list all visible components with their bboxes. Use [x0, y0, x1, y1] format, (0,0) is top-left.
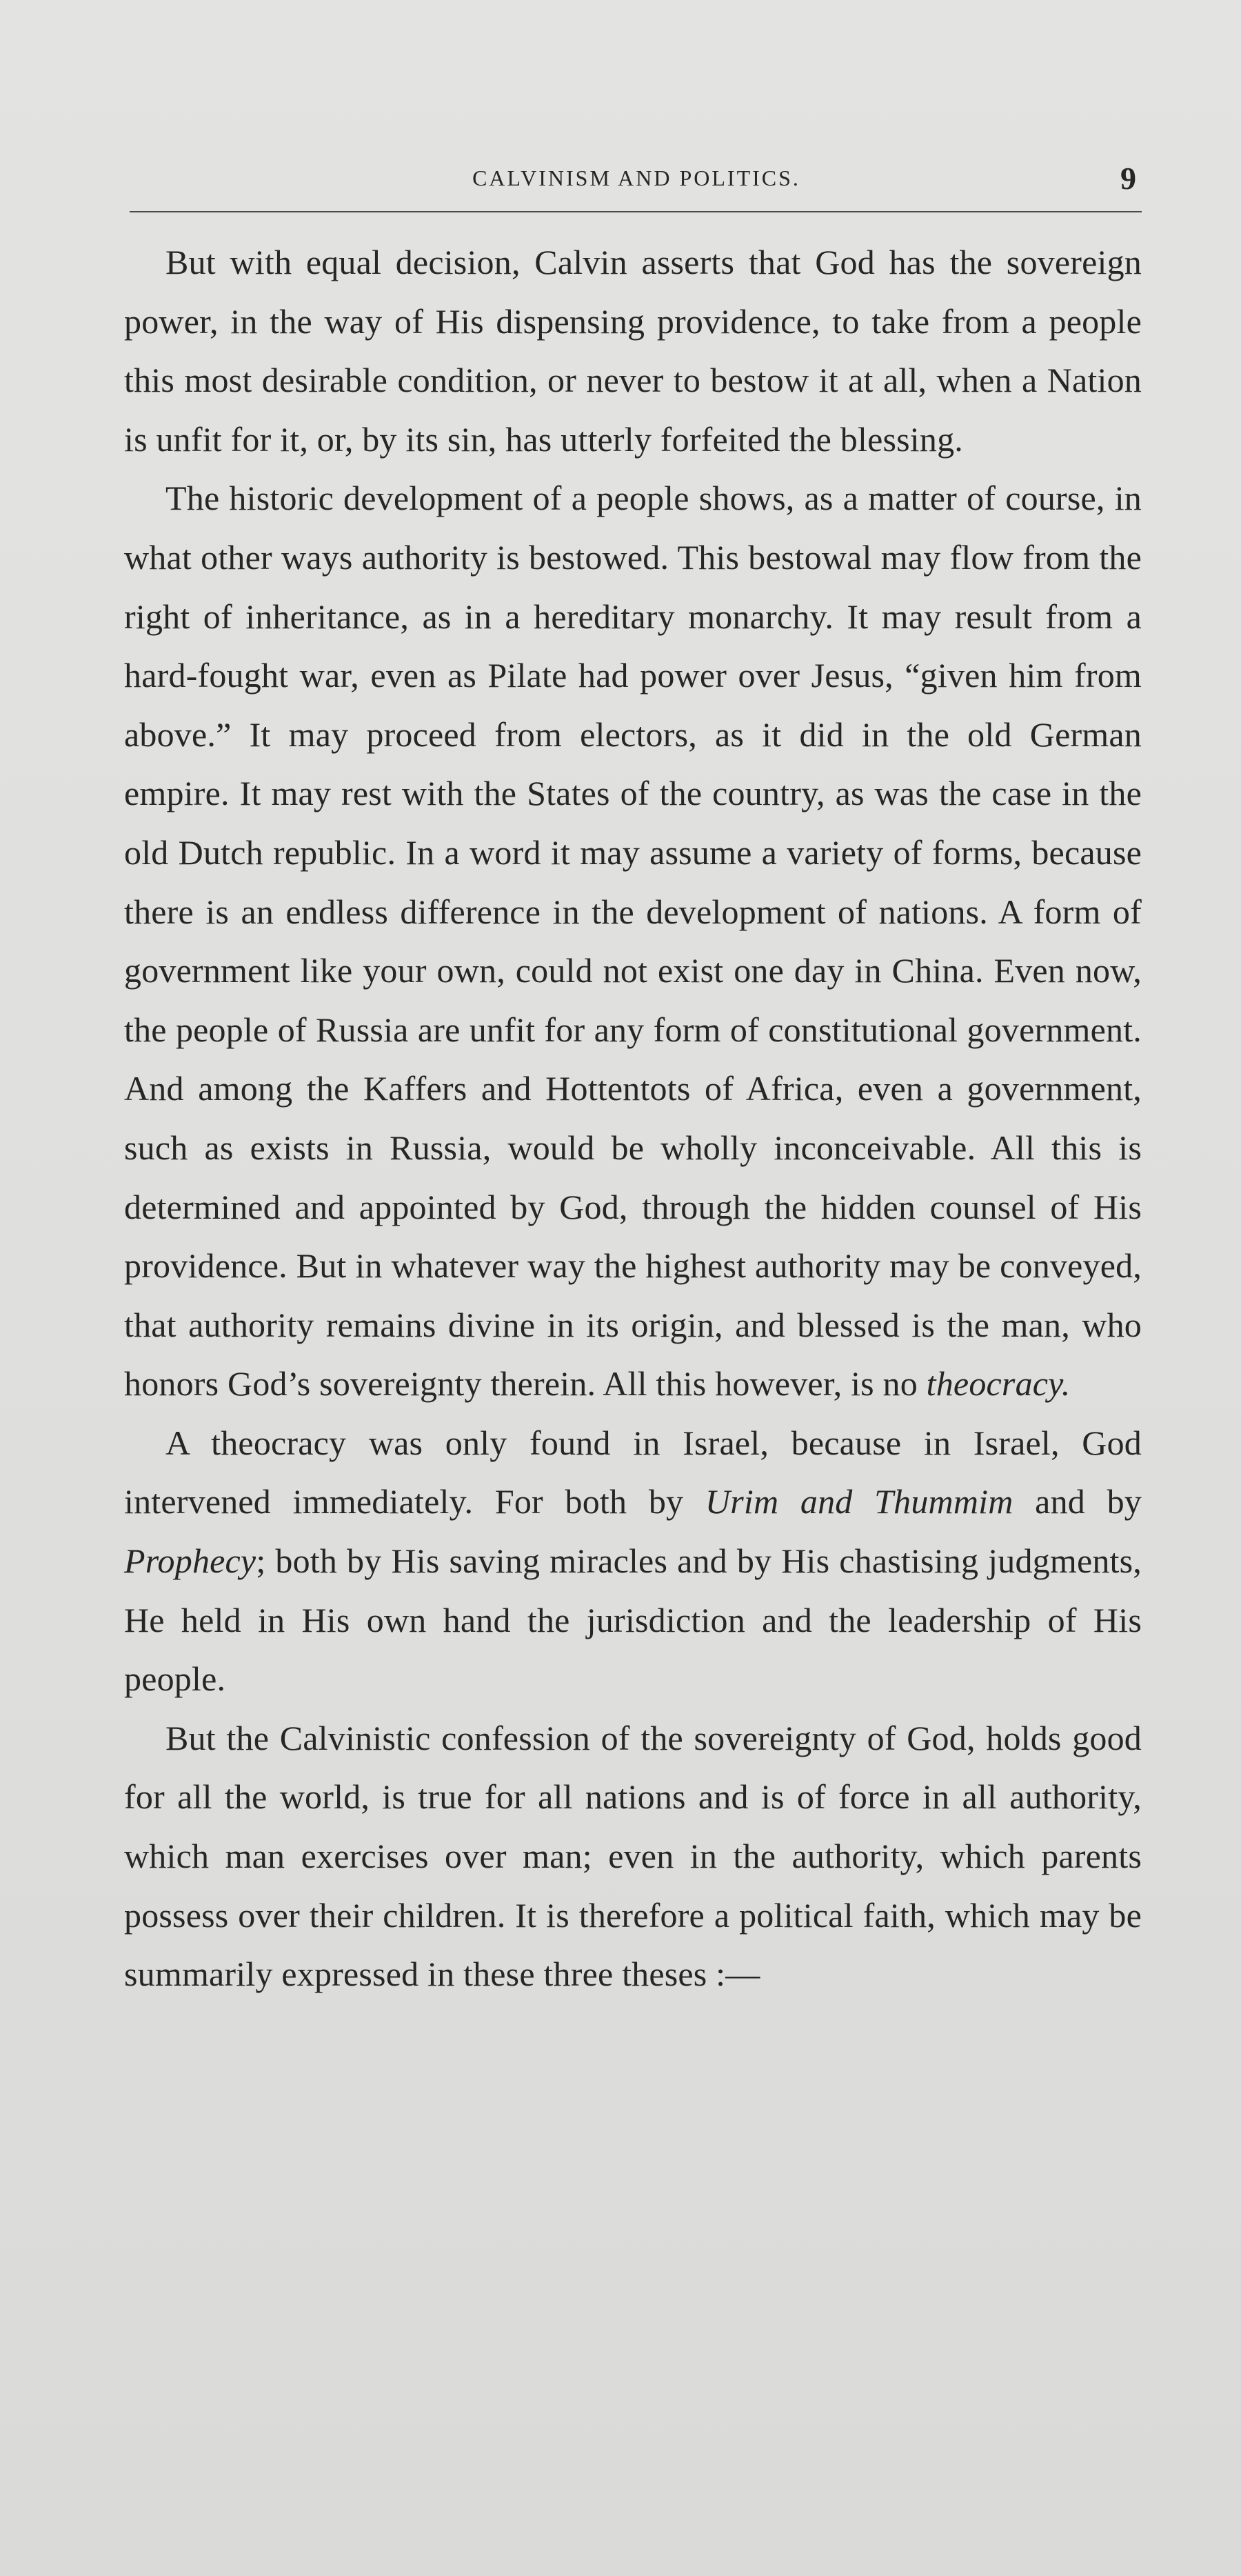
- running-title: CALVINISM AND POLITICS.: [472, 166, 800, 190]
- body-text: [124, 233, 1142, 2004]
- paragraph-text: The historic development of a people shows, as a matter of course, in what other ways authority is bestowed. This bestowal may flow from the right of inheritance, as in a hereditary monarchy. It may result from a hard-fought war, even as Pilate had power over Jesus, “given him from above.” It may proceed from electors, as it did in the old German empire. It may rest with the States of the country, as was the case in the old Dutch republic. In a word it may assume a variety of forms, because there is an endless difference in the development of nations. A form of government like your own, could not exist one day in China. Even now, the people of Russia are unfit for any form of constitutional government. And among the Kaffers and Hottentots of Africa, even a government, such as exists in Russia, would be wholly inconceivable. All this is determined and appointed by God, through the hidden counsel of His providence. But in whatever way the highest authority may be conveyed, that authority remains divine in its origin, and blessed is the man, who honors God’s sovereignty therein. All this however, is no: [124, 479, 1142, 1404]
- italic-term-urim-and-thummim: Urim and Thummim: [705, 1482, 1013, 1521]
- paragraph-text: But the Calvinistic confession of the sovereignty of God, holds good for all the world, is true for all nations and is of force in all authority, which man exercises over man; even in the authority, which parents possess over their children. It is therefore a political faith, which may be summarily expressed in these three theses :—: [124, 1718, 1142, 1994]
- paragraph-text: But with equal decision, Calvin asserts that God has the sovereign power, in the way of His dispensing providence, to take from a people this most desirable condition, or never to bestow it at all, when a Nation is unfit for it, or, by its sin, has utterly forfeited the blessing.: [124, 243, 1142, 459]
- page-number: 9: [1120, 161, 1136, 196]
- paragraph-2: [124, 469, 1142, 1414]
- paragraph-text: ; both by His saving miracles and by His chastising judgments, He held in His own hand the jurisdiction and the leadership of His people.: [124, 1541, 1142, 1699]
- paragraph-3: [124, 1414, 1142, 1709]
- running-head: [130, 160, 1143, 201]
- paragraph-text: and by: [1013, 1482, 1142, 1521]
- italic-term-theocracy: theocracy.: [926, 1364, 1071, 1404]
- italic-term-prophecy: Prophecy: [124, 1541, 256, 1581]
- header-rule: [130, 211, 1142, 212]
- paragraph-text: A theocracy was only found in Israel, because in Israel, God intervened immediately. For both by: [124, 1423, 1142, 1521]
- paragraph-1: [124, 233, 1142, 469]
- paragraph-4: [124, 1709, 1142, 2004]
